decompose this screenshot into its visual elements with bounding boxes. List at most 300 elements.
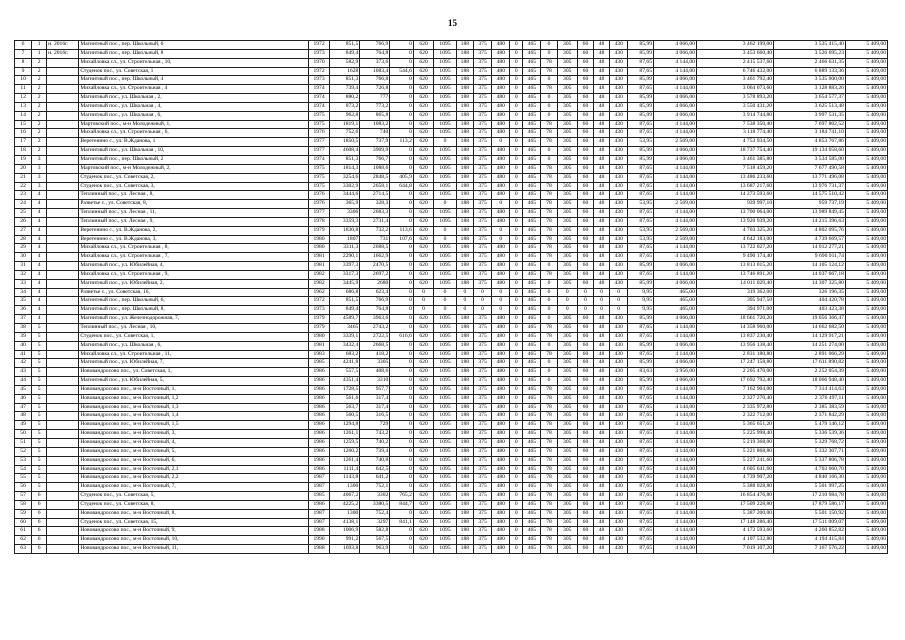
table-row [15, 129, 888, 138]
table-cell: 620 [413, 235, 433, 244]
table-cell: 78 [541, 235, 557, 244]
table-cell: 1095 [434, 483, 457, 492]
table-cell: 620 [413, 102, 433, 111]
table-cell: 1095 [434, 403, 457, 412]
table-cell: 87,65 [628, 350, 654, 359]
table-cell: 375 [473, 421, 491, 430]
table-cell: 0 [541, 102, 557, 111]
table-cell: 465 [523, 147, 541, 156]
table-cell: 4 144,00 [654, 191, 697, 200]
table-cell: 1095 [434, 447, 457, 456]
table-cell [47, 244, 79, 253]
table-cell: 58 [15, 500, 32, 509]
table-cell: 1 [32, 41, 47, 50]
table-cell [47, 359, 79, 368]
table-cell: 85,99 [628, 279, 654, 288]
table-cell: 1985 [308, 359, 329, 368]
table-cell: 1977 [308, 147, 329, 156]
table-cell: 620 [413, 129, 433, 138]
table-cell: 3310 [360, 377, 390, 386]
table-cell: 5 409,00 [845, 350, 887, 359]
table-cell: 1980 [308, 332, 329, 341]
table-cell: 27 [15, 226, 32, 235]
table-cell: 1095 [434, 518, 457, 527]
table-row [15, 385, 888, 394]
table-cell: 465 [523, 120, 541, 129]
table-cell: 4 144,00 [654, 173, 697, 182]
table-cell: 60 [577, 465, 593, 474]
table-cell: 60 [577, 341, 593, 350]
table-cell: 60 [577, 94, 593, 103]
table-cell: 305 [557, 456, 577, 465]
table-cell: 3302,9 [330, 182, 360, 191]
register-table-body [15, 41, 888, 554]
table-cell: 2 569,00 [654, 226, 697, 235]
table-cell: 0 [390, 421, 414, 430]
table-cell: 18 737 754,40 [696, 147, 773, 156]
table-cell: 60 [577, 244, 593, 253]
table-cell: 305 [557, 324, 577, 333]
table-cell: 0 [492, 297, 510, 306]
table-cell: 60 [577, 129, 593, 138]
table-cell: 465 [523, 359, 541, 368]
table-cell: 1294,8 [330, 421, 360, 430]
table-row [15, 147, 888, 156]
table-cell: 430 [610, 182, 628, 191]
table-cell: 48 [593, 102, 609, 111]
table-cell: 3359,3 [330, 217, 360, 226]
address-cell: Михайловка сл., ул. Строительная , 7, [79, 253, 309, 262]
table-cell: 5 409,00 [845, 138, 887, 147]
table-cell: 2683,3 [360, 209, 390, 218]
table-cell: 0 [510, 209, 523, 218]
table-cell: 0 [557, 297, 577, 306]
table-cell: 78 [541, 403, 557, 412]
table-cell: 4 [32, 306, 47, 315]
table-cell: 6 889 133,36 [774, 67, 846, 76]
table-cell: 1095 [434, 438, 457, 447]
table-cell: 60 [577, 226, 593, 235]
table-cell: 395 947,50 [696, 297, 773, 306]
table-cell: 60 [577, 492, 593, 501]
table-cell: 375 [473, 58, 491, 67]
table-cell: 480 [492, 76, 510, 85]
table-cell [47, 403, 79, 412]
table-cell: 2 335 972,80 [696, 403, 773, 412]
table-cell: 5 409,00 [845, 200, 887, 209]
table-cell: 305 [557, 138, 577, 147]
table-cell: 188 [456, 359, 473, 368]
table-cell: 78 [541, 200, 557, 209]
table-cell: 430 [610, 155, 628, 164]
table-cell: 1095 [434, 332, 457, 341]
table-cell: 87,65 [628, 536, 654, 545]
table-cell: 3963,6 [360, 315, 390, 324]
table-cell: 0 [593, 297, 609, 306]
table-cell: 53,95 [628, 200, 654, 209]
table-cell: 430 [610, 209, 628, 218]
table-cell: 305 [557, 545, 577, 554]
table-cell: 87,65 [628, 324, 654, 333]
table-cell: 480 [492, 438, 510, 447]
table-cell: 14 011 029,40 [696, 279, 773, 288]
table-cell: 480 [492, 155, 510, 164]
table-cell: 5 409,00 [845, 430, 887, 439]
table-cell: 1095 [434, 536, 457, 545]
table-cell: 620 [413, 67, 433, 76]
table-cell: 620 [413, 173, 433, 182]
table-row [15, 509, 888, 518]
table-cell: 430 [610, 447, 628, 456]
table-cell: 18 [15, 147, 32, 156]
table-cell: 3 064 073,60 [696, 85, 773, 94]
table-cell: 5 409,00 [845, 111, 887, 120]
address-cell: Магнитный пос., ул. Школьная , 10, [79, 147, 309, 156]
table-cell: 4 066,00 [654, 341, 697, 350]
table-cell: 85,99 [628, 49, 654, 58]
table-cell: 9 690 911,74 [774, 253, 846, 262]
table-cell: 1972 [308, 67, 329, 76]
table-cell [47, 483, 79, 492]
table-cell: 0 [541, 155, 557, 164]
table-cell: 620 [413, 509, 433, 518]
table-cell: 9,95 [628, 297, 654, 306]
table-row [15, 41, 888, 50]
table-cell: 418,2 [360, 350, 390, 359]
table-row [15, 474, 888, 483]
table-cell: 0 [541, 288, 557, 297]
table-cell: 305 [557, 270, 577, 279]
table-cell: 0 [510, 147, 523, 156]
table-cell: 5 227 241,60 [696, 456, 773, 465]
table-cell: 0 [434, 306, 457, 315]
table-cell: 0 [390, 509, 414, 518]
table-cell [47, 262, 79, 271]
table-cell: 14 273 593,60 [696, 191, 773, 200]
table-cell: 188 [456, 492, 473, 501]
table-cell: 0 [473, 288, 491, 297]
table-cell: 4 144,00 [654, 518, 697, 527]
table-cell: 620 [413, 465, 433, 474]
table-cell: 3305 [360, 359, 390, 368]
table-cell: 465 [523, 138, 541, 147]
table-cell: 4 144,00 [654, 483, 697, 492]
table-cell: 17 511 009,07 [774, 518, 846, 527]
table-cell: 305 [557, 76, 577, 85]
table-cell: 620 [413, 474, 433, 483]
table-cell: 5 409,00 [845, 527, 887, 536]
table-cell: 465 [523, 412, 541, 421]
table-cell: 60 [577, 76, 593, 85]
table-cell: 305 [557, 465, 577, 474]
table-cell: 8 [15, 58, 32, 67]
table-cell [47, 279, 79, 288]
table-cell: 0 [390, 377, 414, 386]
table-cell: 4 605 641,60 [696, 465, 773, 474]
table-cell: 78 [541, 500, 557, 509]
table-cell: 561,6 [330, 394, 360, 403]
register-table [14, 40, 888, 554]
table-cell: 616,6 [390, 332, 414, 341]
table-cell: 5 409,00 [845, 465, 887, 474]
table-cell: 375 [473, 412, 491, 421]
table-cell: 620 [413, 41, 433, 50]
table-cell: 305 [557, 430, 577, 439]
address-cell: Нововандросово пос., м-н Восточный, 1,3 [79, 403, 309, 412]
address-cell: Магнитный пос., ул. Юбилейная, 7, [79, 359, 309, 368]
table-cell: 29 [15, 244, 32, 253]
table-cell: 188 [456, 129, 473, 138]
table-cell: 5 409,00 [845, 412, 887, 421]
table-cell: 1970 [308, 58, 329, 67]
table-cell: 4 144,00 [654, 492, 697, 501]
table-cell: 430 [610, 341, 628, 350]
table-cell: 1981 [308, 253, 329, 262]
table-cell: 42 [15, 359, 32, 368]
table-cell: 3 453 660,40 [696, 49, 773, 58]
table-cell: 2 569,00 [654, 235, 697, 244]
table-cell: 305 [557, 279, 577, 288]
table-cell: 60 [577, 217, 593, 226]
table-cell: 0 [577, 288, 593, 297]
table-cell: 188 [456, 182, 473, 191]
table-cell: 480 [492, 518, 510, 527]
table-cell: 188 [456, 147, 473, 156]
table-cell: 1095 [434, 456, 457, 465]
table-cell: 620 [413, 536, 433, 545]
table-cell: 3 462 199,00 [696, 41, 773, 50]
table-cell: 1095 [434, 315, 457, 324]
table-cell: 465 [523, 226, 541, 235]
table-cell: 3 [32, 164, 47, 173]
table-cell: 36 [15, 306, 32, 315]
table-cell: 5 [32, 368, 47, 377]
table-cell: 60 [577, 324, 593, 333]
table-cell: 78 [541, 465, 557, 474]
table-cell: 1974 [308, 94, 329, 103]
table-cell: 5 409,00 [845, 244, 887, 253]
table-cell: 4 144,00 [654, 500, 697, 509]
table-cell: 430 [610, 527, 628, 536]
table-cell: 55 [15, 474, 32, 483]
table-cell: 87,65 [628, 164, 654, 173]
table-cell: 1095 [434, 527, 457, 536]
address-cell: Нововандросово пос., м-н Восточный, 1,4 [79, 412, 309, 421]
table-cell: 4 144,00 [654, 350, 697, 359]
table-cell: 430 [610, 253, 628, 262]
table-cell: 305 [557, 226, 577, 235]
table-cell: 60 [577, 377, 593, 386]
table-cell: 873,2 [330, 102, 360, 111]
table-cell: 5 409,00 [845, 456, 887, 465]
table-cell: 480 [492, 279, 510, 288]
table-cell: 78 [541, 509, 557, 518]
table-cell: 963,9 [360, 545, 390, 554]
table-cell: 87,65 [628, 182, 654, 191]
table-cell: 4 066,00 [654, 147, 697, 156]
table-cell: 14 662 682,50 [774, 324, 846, 333]
table-cell: 394 971,00 [696, 306, 773, 315]
table-cell: 48 [593, 456, 609, 465]
table-cell: 430 [610, 244, 628, 253]
table-cell: 188 [456, 483, 473, 492]
table-cell: 3254,6 [330, 173, 360, 182]
table-cell: 305 [557, 359, 577, 368]
table-cell: 480 [492, 483, 510, 492]
table-cell: 37 [15, 315, 32, 324]
table-row [15, 94, 888, 103]
table-cell: 683,2 [330, 350, 360, 359]
table-cell [47, 377, 79, 386]
table-cell [47, 297, 79, 306]
table-cell: 188 [456, 200, 473, 209]
table-cell: 13 771 496,08 [774, 173, 846, 182]
table-cell: 1095 [434, 49, 457, 58]
table-cell: 7 697 802,52 [774, 120, 846, 129]
table-cell: 4 [32, 209, 47, 218]
table-cell: 188 [456, 474, 473, 483]
table-cell: 375 [473, 315, 491, 324]
table-cell: 0 [510, 483, 523, 492]
table-cell: 305 [557, 492, 577, 501]
table-cell: 375 [473, 182, 491, 191]
table-cell: 5 [32, 465, 47, 474]
table-cell: 24 [15, 200, 32, 209]
table-cell: 480 [492, 456, 510, 465]
table-cell: 85,99 [628, 147, 654, 156]
table-cell: 465 [523, 85, 541, 94]
table-cell: 0 [390, 102, 414, 111]
table-cell: 430 [610, 536, 628, 545]
table-row [15, 359, 888, 368]
table-cell: 4351,4 [330, 377, 360, 386]
table-cell: 375 [473, 76, 491, 85]
table-cell: 2 [32, 94, 47, 103]
table-cell: 17 879 586,17 [774, 500, 846, 509]
table-cell: 1095 [434, 368, 457, 377]
table-cell: 620 [413, 447, 433, 456]
table-cell: 14 012 277,21 [774, 244, 846, 253]
table-cell: 430 [610, 456, 628, 465]
table-cell: 3 625 513,48 [774, 102, 846, 111]
table-cell [47, 368, 79, 377]
table-cell: 60 [577, 545, 593, 554]
table-cell: 0 [390, 279, 414, 288]
table-cell: 851,3 [330, 155, 360, 164]
table-cell: 2 [32, 138, 47, 147]
table-cell: 620 [413, 244, 433, 253]
table-cell: 465 [523, 518, 541, 527]
table-cell: 48 [593, 527, 609, 536]
address-cell: Нововандросово пос., м-н Восточный, 11, [79, 545, 309, 554]
table-row [15, 155, 888, 164]
table-cell: 305 [557, 527, 577, 536]
table-cell [47, 430, 79, 439]
table-cell: 48 [593, 509, 609, 518]
table-cell: 1986 [308, 368, 329, 377]
address-cell: Студенок пос., ул. Советская, 8, [79, 500, 309, 509]
table-cell: 0 [541, 377, 557, 386]
table-cell: 0 [492, 288, 510, 297]
table-cell: 4067,2 [330, 492, 360, 501]
address-cell: Разветье с., ул. Советская, 8, [79, 200, 309, 209]
table-cell: 4 066,00 [654, 41, 697, 50]
table-cell: 0 [510, 315, 523, 324]
table-cell: 430 [610, 76, 628, 85]
table-cell: 0 [510, 394, 523, 403]
table-cell: 5 501 997,25 [774, 483, 846, 492]
table-cell: 5 409,00 [845, 288, 887, 297]
table-cell: 764,8 [360, 49, 390, 58]
table-cell [47, 332, 79, 341]
table-cell: 5 [32, 412, 47, 421]
table-row [15, 173, 888, 182]
table-cell: 3 [32, 173, 47, 182]
table-cell: 48 [593, 111, 609, 120]
table-cell: 87,65 [628, 244, 654, 253]
table-cell: 4 144,00 [654, 456, 697, 465]
table-cell: 430 [610, 173, 628, 182]
table-cell: 0 [510, 536, 523, 545]
table-cell [47, 67, 79, 76]
table-cell: 620 [413, 226, 433, 235]
table-cell: 0 [390, 200, 414, 209]
table-cell: 78 [541, 447, 557, 456]
table-cell: 375 [473, 244, 491, 253]
table-cell: 851,5 [330, 41, 360, 50]
table-cell: 0 [510, 324, 523, 333]
table-cell: 3 654 577,37 [774, 94, 846, 103]
table-cell: 49 [15, 421, 32, 430]
table-row [15, 244, 888, 253]
table-cell: 375 [473, 403, 491, 412]
table-cell: 0 [593, 306, 609, 315]
table-cell: 766,7 [360, 155, 390, 164]
table-cell: 78 [541, 527, 557, 536]
table-cell: 0 [390, 288, 414, 297]
table-cell: 620 [413, 164, 433, 173]
address-cell: Нововандросово пос., м-н Восточный, 7, [79, 483, 309, 492]
table-cell: 60 [577, 536, 593, 545]
table-cell: 4 [32, 270, 47, 279]
table-cell: 60 [577, 403, 593, 412]
table-cell: 641,2 [360, 474, 390, 483]
table-cell [47, 94, 79, 103]
table-cell: 83,63 [628, 368, 654, 377]
table-row [15, 492, 888, 501]
table-cell: 375 [473, 235, 491, 244]
table-cell: 1095 [434, 421, 457, 430]
table-cell: 375 [473, 262, 491, 271]
table-cell: 188 [456, 332, 473, 341]
table-cell: 0 [510, 253, 523, 262]
address-cell: Магнитный пос., пер. Школьный, 6 [79, 41, 309, 50]
table-cell: 87,65 [628, 332, 654, 341]
table-cell: 5 409,00 [845, 253, 887, 262]
table-cell [47, 536, 79, 545]
table-cell: 52 [15, 447, 32, 456]
table-cell: 0 [541, 315, 557, 324]
table-cell: 465 [523, 253, 541, 262]
table-cell: 305 [557, 67, 577, 76]
table-cell: 0 [510, 200, 523, 209]
table-cell: 87,65 [628, 191, 654, 200]
table-cell: 113,6 [390, 226, 414, 235]
table-cell: 0 [510, 182, 523, 191]
table-cell: 1988 [308, 527, 329, 536]
table-cell: 0 [510, 465, 523, 474]
table-cell: 1300 [330, 509, 360, 518]
